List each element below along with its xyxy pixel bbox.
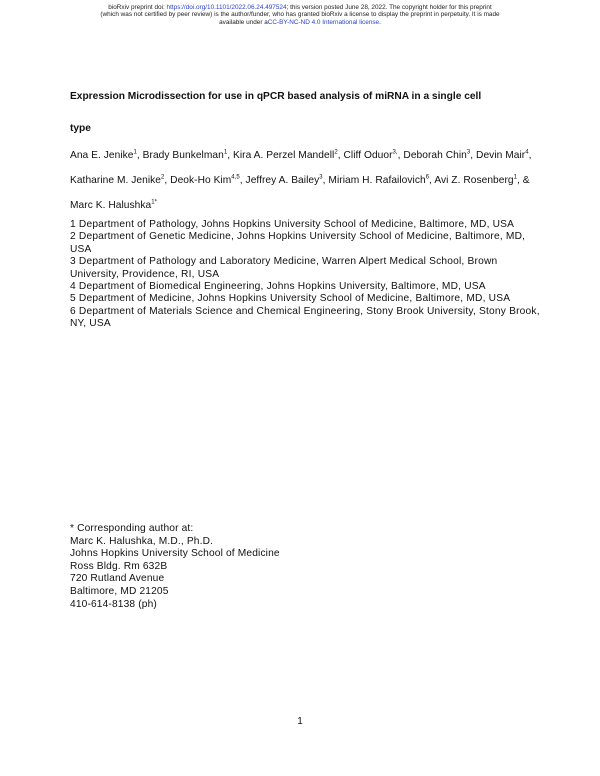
author-affiliation-marker: 1 xyxy=(513,174,518,181)
title-line-2: type xyxy=(70,123,91,134)
author-affiliation-marker: 1* xyxy=(151,199,157,206)
author-name: Deborah Chin xyxy=(403,150,467,161)
affiliation: 2 Department of Genetic Medicine, Johns Hopkins University School of Medicine, Baltimore, MD, USA xyxy=(70,231,526,255)
author-affiliation-marker: 3 xyxy=(319,174,323,181)
author-affiliation-marker: 3 xyxy=(466,149,471,156)
author-affiliation-marker: 3, xyxy=(392,149,398,156)
affiliation: 4 Department of Biomedical Engineering, Johns Hopkins University, Baltimore, MD, USA xyxy=(70,281,486,293)
paper-title xyxy=(70,81,530,145)
author-name: Miriam H. Rafailovich xyxy=(328,175,426,186)
author-affiliation-marker: 1 xyxy=(133,149,137,156)
page-number: 1 xyxy=(297,716,303,727)
author-name: Kira A. Perzel Mandell xyxy=(233,150,335,161)
author-affiliation-marker: 6 xyxy=(425,174,430,181)
author-affiliation-marker: 2 xyxy=(334,149,338,156)
corresponding-line: Marc K. Halushka, M.D., Ph.D. xyxy=(70,535,214,547)
author-name: Katharine M. Jenike xyxy=(70,175,161,186)
author-name: Ana E. Jenike xyxy=(70,150,134,161)
author-name: Avi Z. Rosenberg xyxy=(434,175,514,186)
license-link[interactable]: CC-BY-NC-ND 4.0 International license xyxy=(267,18,380,26)
corresponding-line: * Corresponding author at: xyxy=(70,523,194,534)
author-affiliation-marker: 4 xyxy=(525,149,529,156)
license-prefix: available under a xyxy=(219,18,268,26)
affiliation: 6 Department of Materials Science and Chemical Engineering, Stony Brook University, Stony Brook, NY, USA xyxy=(70,305,540,330)
corresponding-line: Johns Hopkins University School of Medicine xyxy=(70,548,280,560)
header-prefix: bioRxiv preprint doi: xyxy=(108,4,167,11)
author-name: Jeffrey A. Bailey xyxy=(245,175,320,186)
author-affiliation-marker: 4,5 xyxy=(231,174,240,181)
affiliation: 5 Department of Medicine, Johns Hopkins University School of Medicine, Baltimore, MD, USA xyxy=(70,293,511,305)
affiliation: 3 Department of Pathology and Laboratory Medicine, Warren Alpert Medical School, Brown University, Providence, RI, USA xyxy=(70,256,498,280)
corresponding-line: 410-614-8138 (ph) xyxy=(70,598,157,610)
preprint-header xyxy=(0,4,600,26)
corresponding-line: Baltimore, MD 21205 xyxy=(70,585,169,597)
author-name: Brady Bunkelman xyxy=(142,150,224,161)
affiliation: 1 Department of Pathology, Johns Hopkins University School of Medicine, Baltimore, MD, USA xyxy=(70,219,515,230)
author-affiliation-marker: 1 xyxy=(223,149,228,156)
header-copyright: ; this version posted June 28, 2022. The copyright holder for this preprint xyxy=(286,4,492,11)
doi-link[interactable]: https://doi.org/10.1101/2022.06.24.497524 xyxy=(166,4,287,11)
author-name: Cliff Oduor xyxy=(343,150,393,161)
title-line-1: Expression Microdissection for use in qPCR based analysis of miRNA in a single cell xyxy=(70,91,482,102)
author-name: & Marc K. Halushka xyxy=(70,175,530,211)
corresponding-author-block xyxy=(70,523,470,611)
author-affiliation-marker: 2 xyxy=(161,174,165,181)
license-suffix: . xyxy=(379,18,381,26)
header-line-1 xyxy=(0,4,600,11)
header-line-2: (which was not certified by peer review) is the author/funder, who has granted bioRxiv a license to display the preprint in perpetuity. It is made xyxy=(100,11,500,19)
header-line-3 xyxy=(0,19,600,26)
author-name: Devin Mair xyxy=(476,150,526,161)
corresponding-line: 720 Rutland Avenue xyxy=(70,573,165,585)
corresponding-line: Ross Bldg. Rm 632B xyxy=(70,560,168,572)
author-name: Deok-Ho Kim xyxy=(170,175,232,186)
author-list: Ana E. Jenike$^1$, Brady Bunkelman$^1$, Kira A. Perzel Mandell$^2$, Cliff Oduor$^{3,}$, Deborah Chin$^3$, Devin Mair$^4$, Katharine M. Jenike$^2$, Deok-Ho Kim$^{4,5}$, Jeffrey A. Bailey$^3$, Miriam H. Rafailovich$^6$, Avi Z. Rosenberg$^1$, & Marc K. Halushka$^{1*}$ xyxy=(70,149,532,211)
affiliation-list xyxy=(70,219,540,331)
